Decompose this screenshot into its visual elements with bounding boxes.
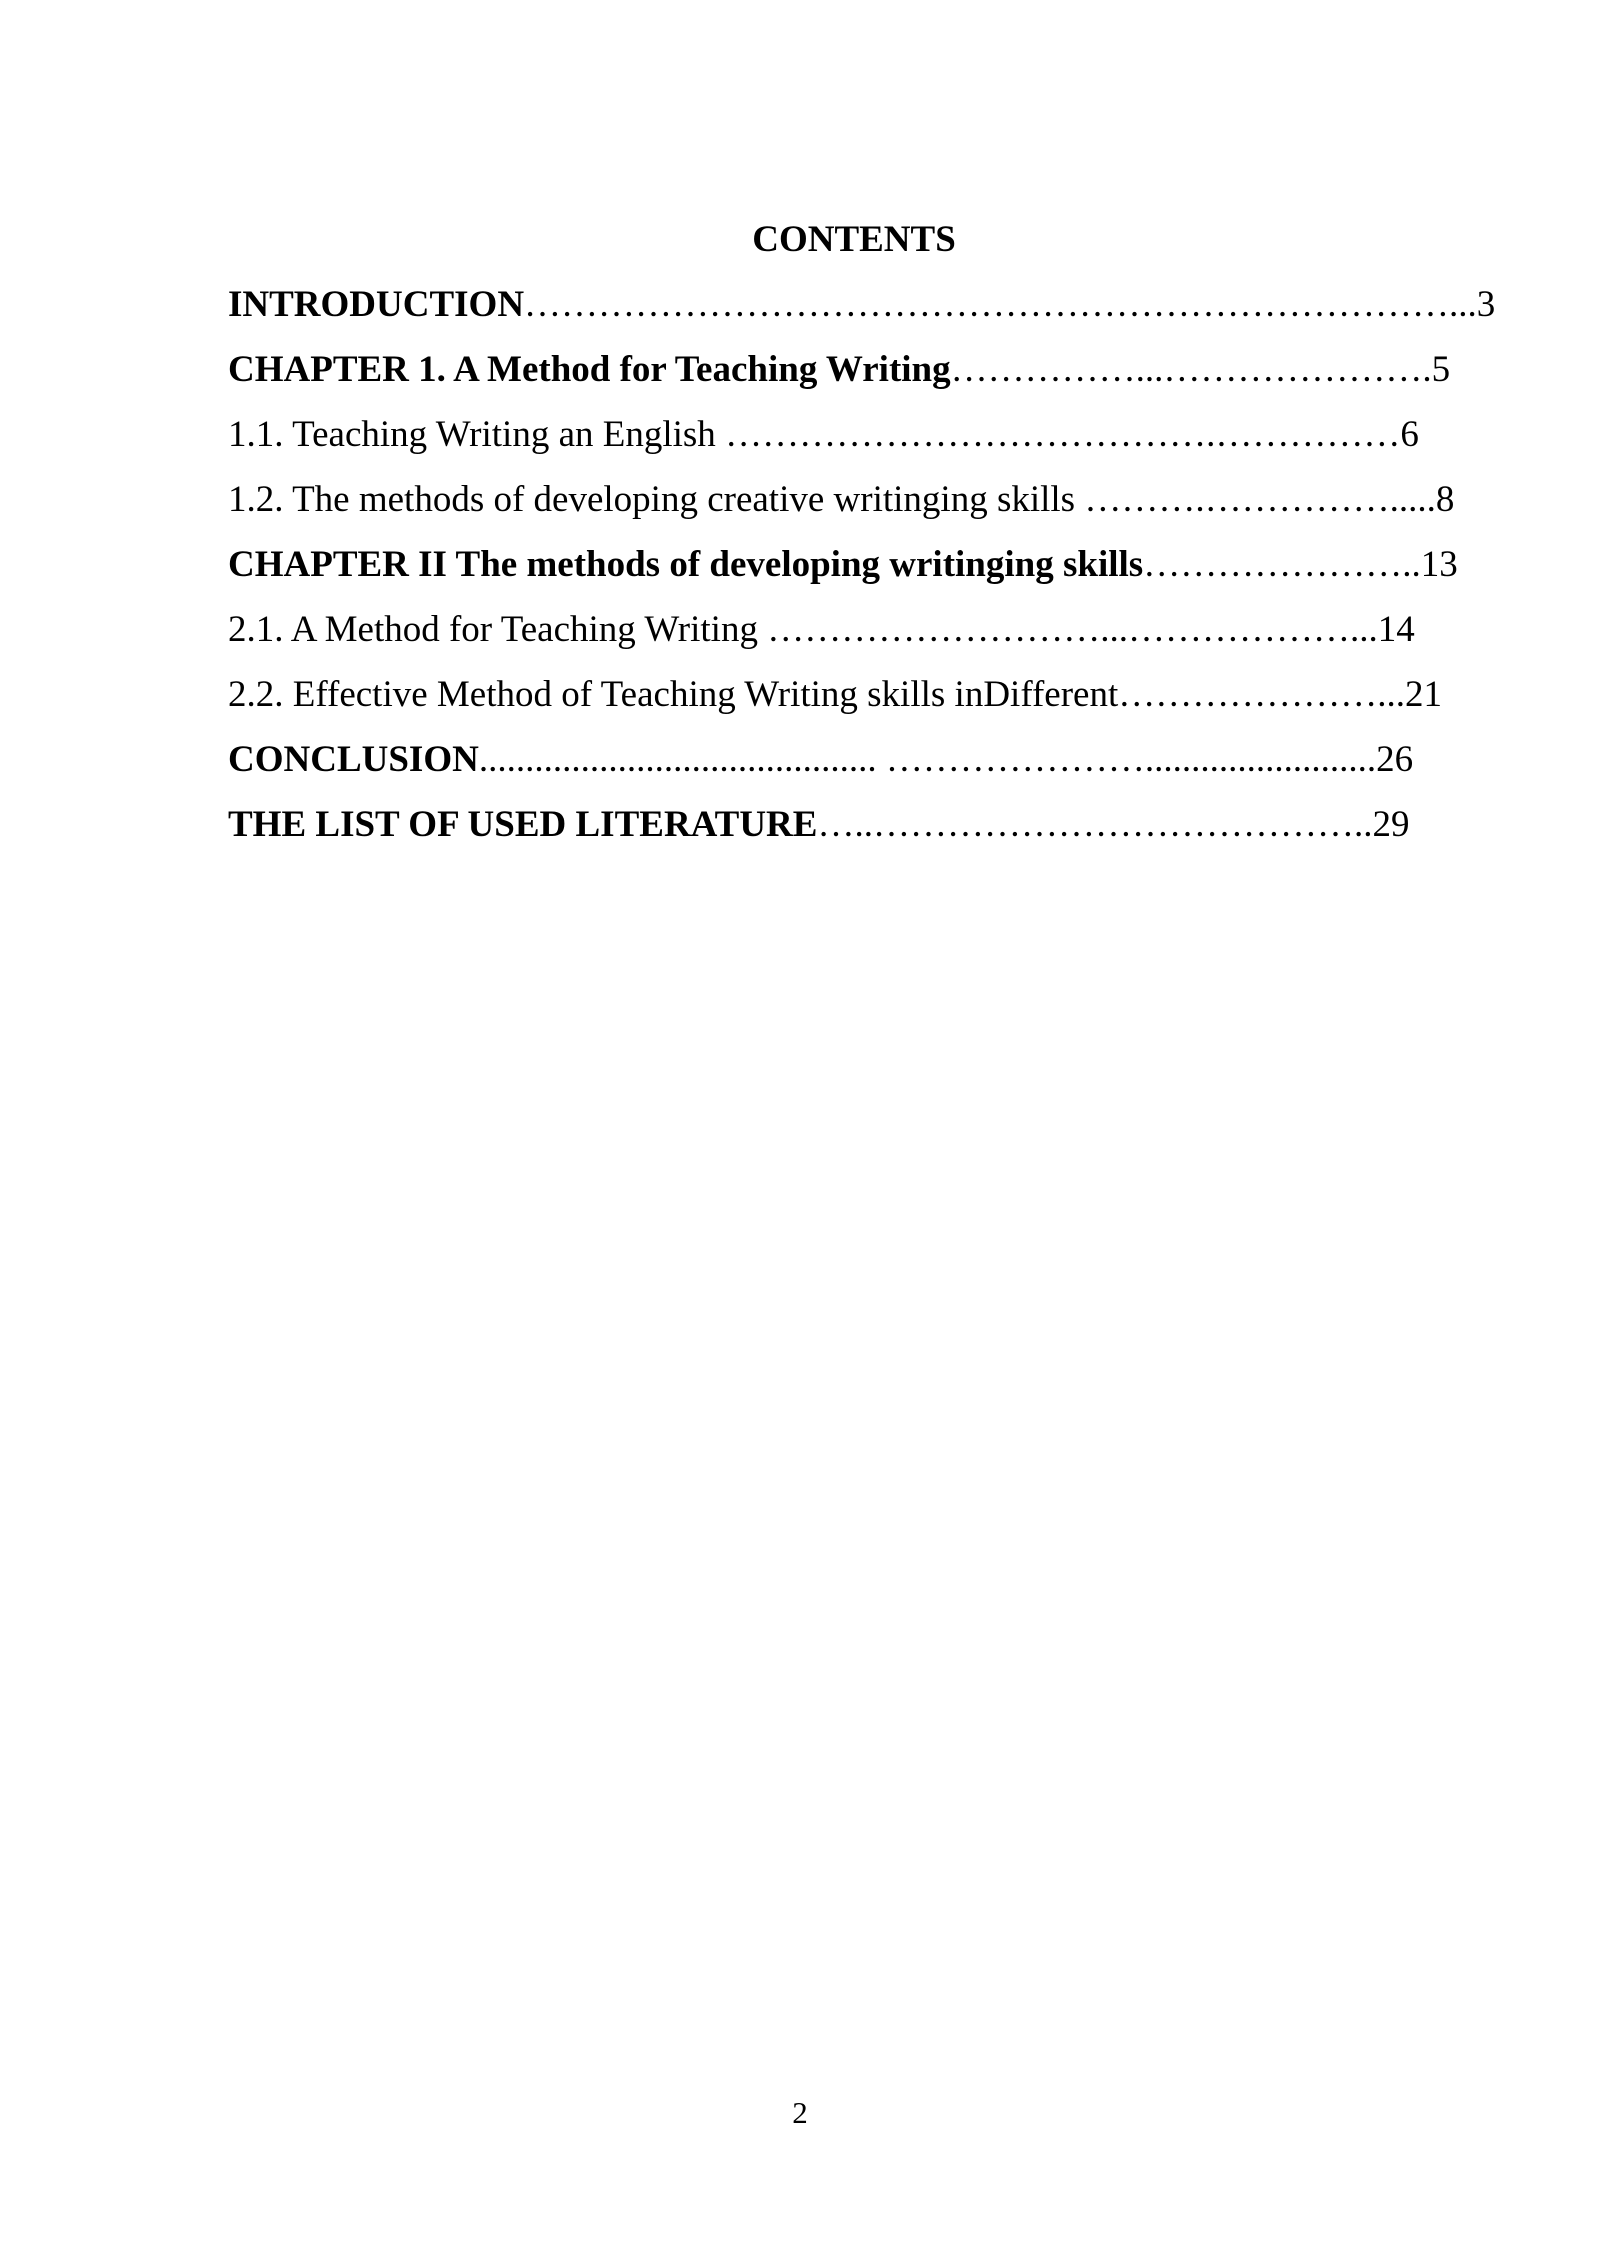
toc-entry-page: 13 — [1420, 544, 1458, 585]
toc-entry-section-1-2 — [228, 475, 1480, 540]
toc-entry-literature — [228, 800, 1480, 865]
toc-entry-introduction — [228, 280, 1496, 345]
toc-entry-page: 14 — [1377, 609, 1415, 650]
toc-entry-title: THE LIST OF USED LITERATURE — [228, 804, 818, 845]
toc-entry-leader: …………………………………………………………………... — [524, 284, 1477, 325]
toc-entry-page: 5 — [1431, 349, 1451, 390]
toc-entry-leader: ……………...…………………. — [950, 349, 1432, 390]
toc-entry-title: 2.1. A Method for Teaching Writing — [228, 609, 768, 650]
toc-entry-title: 2.2. Effective Method of Teaching Writing skills inDifferent — [228, 674, 1119, 715]
toc-entry-page: 3 — [1476, 284, 1496, 325]
toc-entry-page: 6 — [1400, 414, 1419, 455]
toc-entry-conclusion — [228, 735, 1480, 800]
contents-heading: CONTENTS — [752, 219, 956, 260]
toc-entry-chapter-1 — [228, 345, 1480, 410]
toc-entry-leader: ………………………...………………... — [767, 609, 1378, 650]
toc-entry-page: 26 — [1376, 739, 1414, 780]
toc-entry-title: 1.2. The methods of developing creative writinging skills — [228, 479, 1085, 520]
toc-entry-section-1-1 — [228, 410, 1480, 475]
page-number: 2 — [792, 2095, 808, 2130]
toc-entry-title: CHAPTER 1. A Method for Teaching Writing — [228, 349, 951, 390]
toc-entry-leader: ……….……………..... — [1084, 479, 1436, 520]
toc-entry-leader: ........................................... …………………......................... — [478, 739, 1377, 780]
toc-entry-title: CHAPTER II The methods of developing writinging skills — [228, 544, 1144, 585]
toc-entry-leader: ………………………………….…………… — [725, 414, 1401, 455]
table-of-contents — [228, 280, 1496, 865]
toc-entry-page: 29 — [1372, 804, 1410, 845]
toc-entry-leader: …………………... — [1118, 674, 1405, 715]
toc-entry-section-2-1 — [228, 605, 1480, 670]
toc-entry-title: 1.1. Teaching Writing an English — [228, 414, 726, 455]
toc-entry-section-2-2 — [228, 670, 1480, 735]
toc-entry-leader: ………………….. — [1143, 544, 1421, 585]
toc-entry-title: CONCLUSION — [228, 739, 479, 780]
toc-entry-page: 21 — [1405, 674, 1442, 715]
toc-entry-leader: …..………………………………….. — [817, 804, 1373, 845]
toc-entry-page: 8 — [1435, 479, 1455, 520]
toc-entry-chapter-2 — [228, 540, 1480, 605]
toc-entry-title: INTRODUCTION — [228, 284, 525, 325]
